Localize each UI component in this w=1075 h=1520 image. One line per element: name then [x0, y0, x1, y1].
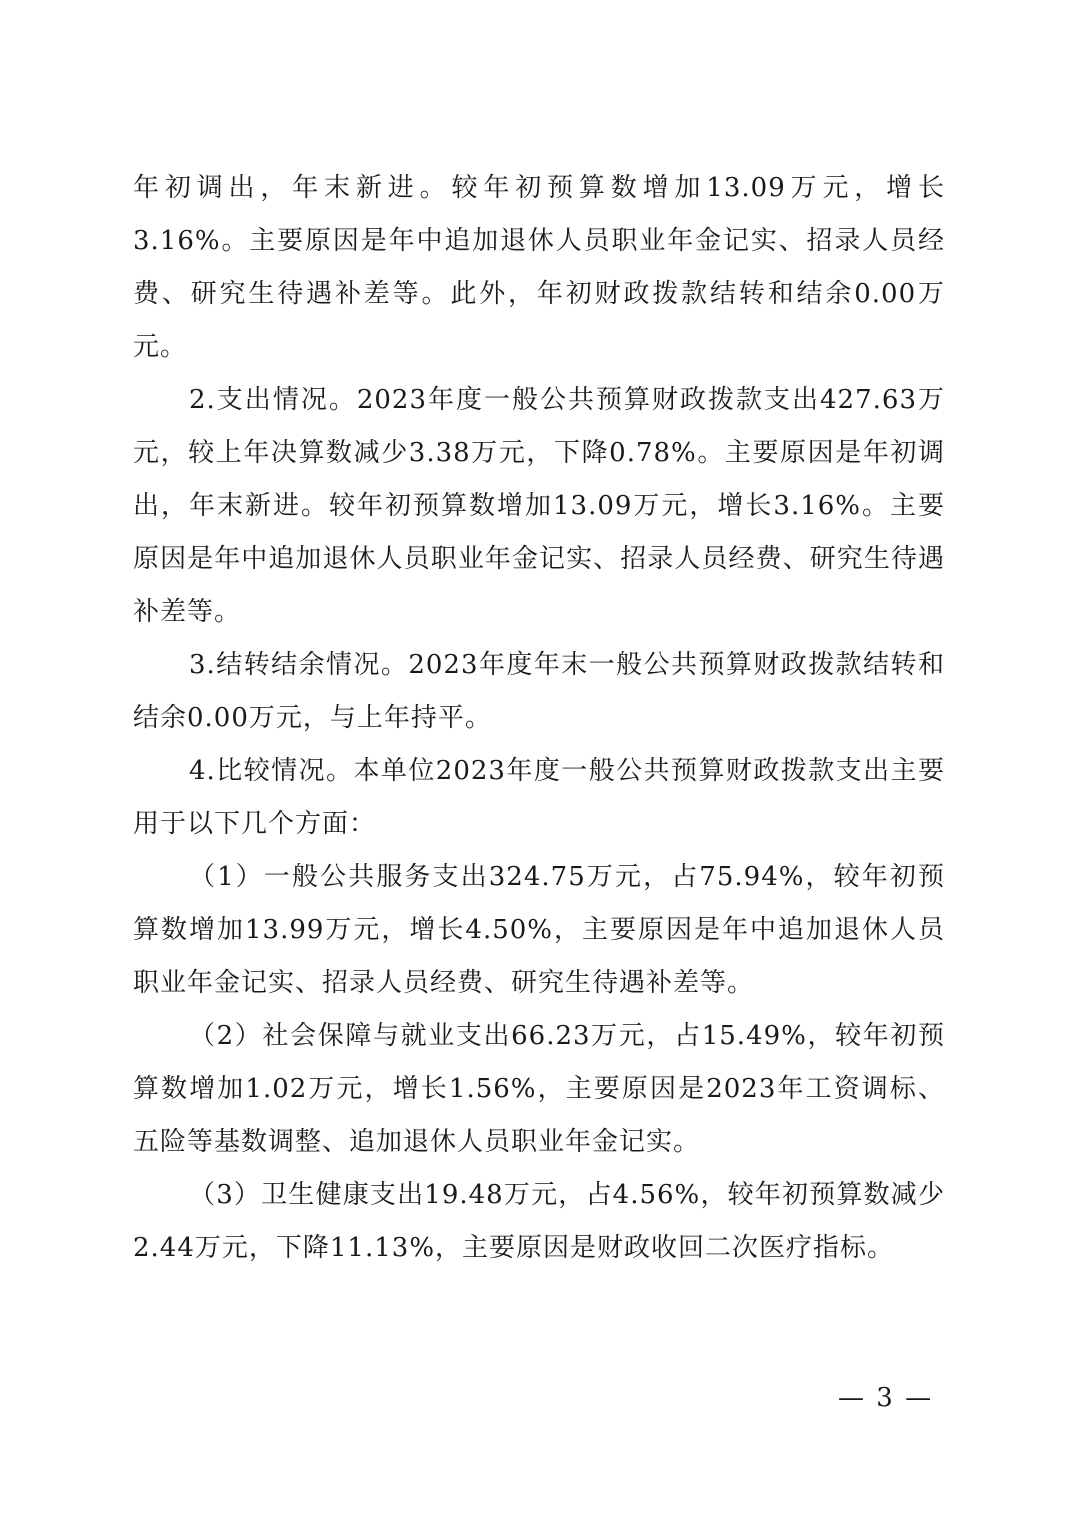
paragraph-carryover: 3.结转结余情况。2023年度年末一般公共预算财政拨款结转和结余0.00万元，与上年持平。: [133, 650, 945, 733]
paragraph-item-3: （3）卫生健康支出19.48万元，占4.56%，较年初预算数减少2.44万元，下降11.13%，主要原因是财政收回二次医疗指标。: [133, 1180, 945, 1263]
paragraph-continuation: 年初调出，年末新进。较年初预算数增加13.09万元，增长3.16%。主要原因是年中追加退休人员职业年金记实、招录人员经费、研究生待遇补差等。此外，年初财政拨款结转和结余0.00万元。: [133, 173, 945, 362]
paragraph-expenditure: 2.支出情况。2023年度一般公共预算财政拨款支出427.63万元，较上年决算数减少3.38万元，下降0.78%。主要原因是年初调出，年末新进。较年初预算数增加13.09万元，增长3.16%。主要原因是年中追加退休人员职业年金记实、招录人员经费、研究生待遇补差等。: [133, 385, 945, 627]
paragraph-comparison: 4.比较情况。本单位2023年度一般公共预算财政拨款支出主要用于以下几个方面：: [133, 756, 945, 839]
page-number: — 3 —: [838, 1383, 934, 1413]
paragraph-item-2: （2）社会保障与就业支出66.23万元，占15.49%，较年初预算数增加1.02万元，增长1.56%，主要原因是2023年工资调标、五险等基数调整、追加退休人员职业年金记实。: [133, 1021, 945, 1157]
paragraph-item-1: （1）一般公共服务支出324.75万元，占75.94%，较年初预算数增加13.99万元，增长4.50%，主要原因是年中追加退休人员职业年金记实、招录人员经费、研究生待遇补差等。: [133, 862, 945, 998]
document-body: [133, 162, 945, 1275]
